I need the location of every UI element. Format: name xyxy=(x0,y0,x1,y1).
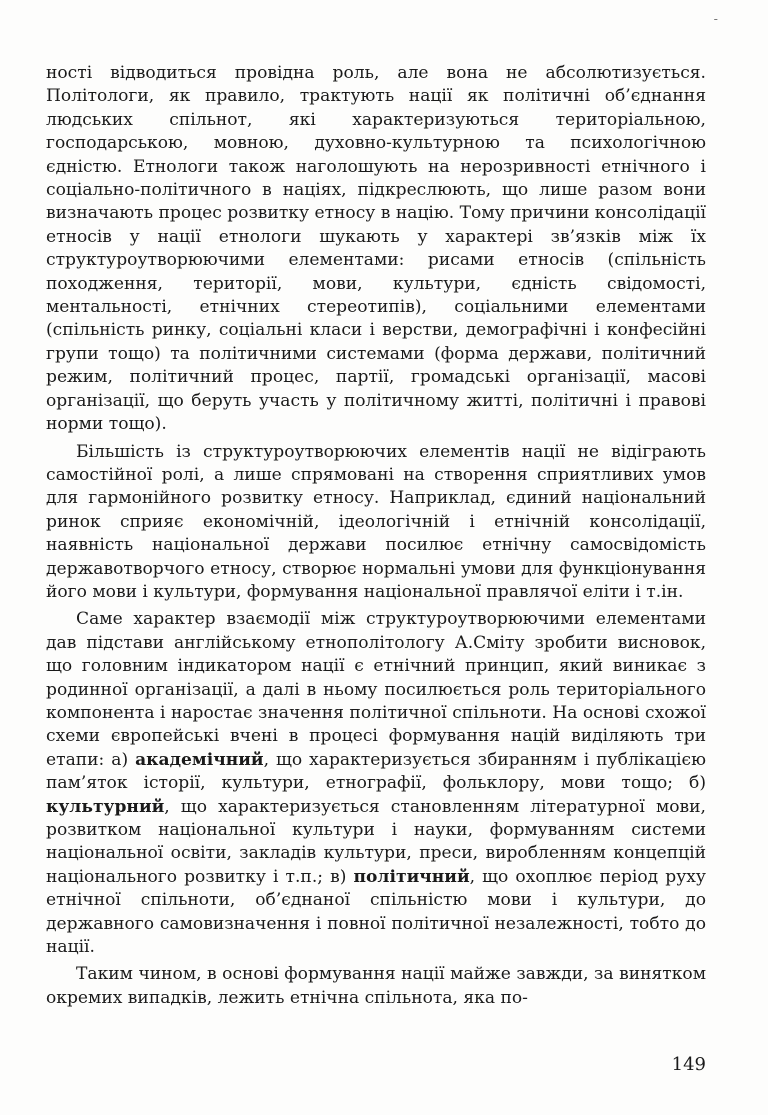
paragraph xyxy=(46,608,706,959)
text-segment: , що охоплює період руху етнічної спільноти, об’єднаної спільністю мови і культури, до державного самовизначення і повної політичної незалежності, тобто до нації. xyxy=(46,866,706,958)
paragraph xyxy=(46,441,706,605)
body-text xyxy=(46,62,706,1010)
paragraph xyxy=(46,963,706,1010)
corner-mark: - xyxy=(713,12,718,26)
text-segment: Саме характер взаємодії між структуроутворюючими елементами дав підстави англійському етнополітологу А.Сміту зробити висновок, що головним індикатором нації є етнічний принцип, який виникає з родинної організації, а далі в ньому посилюється роль територіального компонента і наростає значення політичної спільноти. На основі схожої схеми європейські вчені в процесі формування націй виділяють три етапи: а) xyxy=(46,609,706,770)
bold-term: політичний xyxy=(353,866,470,887)
text-segment: , що характеризується становленням літературної мови, розвитком національної культури і науки, формуванням системи національної освіти, закладів культури, преси, виробленням концепцій національного розвитку і т.п.; в) xyxy=(46,796,706,887)
page-number: 149 xyxy=(671,1054,706,1075)
bold-term: академічний xyxy=(135,749,264,770)
text-segment: , що характеризується збиранням і публікацією пам’яток історії, культури, етнографії, фольклору, мови тощо; б) xyxy=(46,749,707,794)
text-segment: ності відводиться провідна роль, але вона не абсолютизується. Політологи, як правило, трактують нації як політичні об’єднання людських спільнот, які характеризуються територіальною, господарською, мовною, духовно-культурною та психологічною єдністю. Етнологи також наголошують на нерозривності етнічного і соціально-політичного в націях, підкреслюють, що лише разом вони визначають процес розвитку етносу в націю. Тому причини консолідації етносів у нації етнологи шукають у характері зв’язків між їх структуроутворюючими елементами: рисами етносів (спільність походження, території, мови, культури, єдність свідомості, ментальності, етнічних стереотипів), соціальними елементами (спільність ринку, соціальні класи і верстви, демографічні і конфесійні групи тощо) та політичними системами (форма держави, політичний режим, політичний процес, партії, громадські організації, масові організації, що беруть участь у політичному житті, політичні і правові норми тощо). xyxy=(46,63,706,435)
text-segment: Більшість із структуроутворюючих елементів нації не відіграють самостійної ролі, а лише спрямовані на створення сприятливих умов для гармонійного розвитку етносу. Наприклад, єдиний національний ринок сприяє економічній, ідеологічній і етнічній консолідації, наявність національної держави посилює етнічну самосвідомість державотворчого етносу, створює нормальні умови для функціонування його мови і культури, формування національної правлячої еліти і т.ін. xyxy=(46,441,706,602)
bold-term: культурний xyxy=(46,796,165,817)
text-segment: Таким чином, в основі формування нації майже завжди, за винятком окремих випадків, лежить етнічна спільнота, яка по- xyxy=(46,964,706,1008)
paragraph xyxy=(46,62,706,437)
